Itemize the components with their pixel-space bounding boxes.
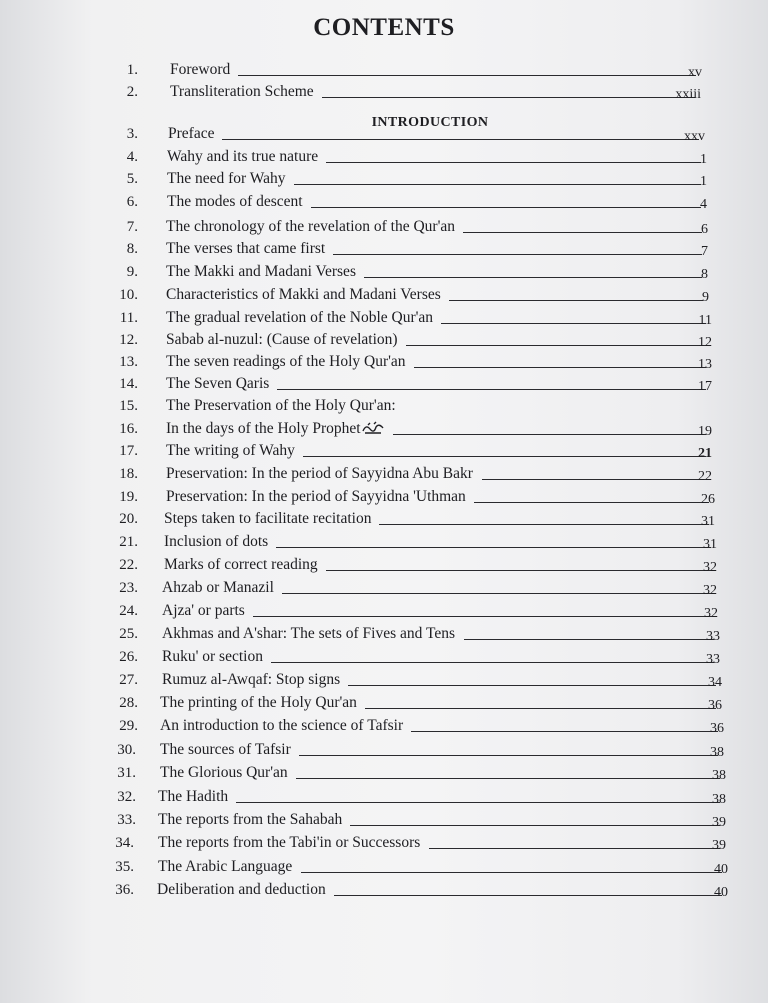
toc-entry [0,717,768,739]
entry-title: The writing of Wahy [166,442,295,459]
toc-entry [0,263,768,285]
entry-number: 34. [115,835,134,851]
entry-number: 33. [117,812,136,828]
entry-number: 6. [126,194,138,210]
entry-number: 19. [119,489,138,505]
entry-number: 10. [119,287,138,303]
entry-number: 31. [117,765,136,781]
leader-line [365,708,716,709]
toc-entry [0,510,768,532]
leader-line [276,547,711,548]
entry-number: 1. [126,62,138,78]
entry-title: Deliberation and deduction [157,881,326,898]
page-number: 8 [701,267,708,282]
leader-line [222,139,699,140]
page-number: 7 [701,244,708,259]
leader-line [350,825,720,826]
toc-entry [0,741,768,763]
page-number: 17 [698,379,712,394]
page-number: 12 [698,335,712,350]
toc-entry [0,533,768,555]
page-number: 40 [714,862,728,877]
page-number: xv [688,65,702,80]
page-number: 19 [698,424,712,439]
entry-number: 32. [117,789,136,805]
toc-entry [0,218,768,240]
toc-entry [0,240,768,262]
page-number: 32 [703,560,717,575]
entry-number: 36. [115,882,134,898]
entry-number: 2. [126,84,138,100]
leader-line [271,662,714,663]
toc-entry [0,579,768,601]
leader-line [348,685,716,686]
entry-title: The Seven Qaris [166,375,270,392]
entry-title: Ajza' or parts [162,602,245,619]
entry-number: 28. [119,695,138,711]
leader-line [474,502,709,503]
toc-entry [0,671,768,693]
toc-entry [0,125,768,147]
entry-number: 26. [119,649,138,665]
entry-title: The seven readings of the Holy Qur'an [166,353,406,370]
page-number: 31 [703,537,717,552]
page-number: 33 [706,652,720,667]
leader-line [296,778,720,779]
toc-entry [0,83,768,105]
entry-title: The Hadith [158,788,229,805]
leader-line [429,848,720,849]
page-number: 40 [714,885,728,900]
leader-line [322,97,695,98]
toc-entry [0,602,768,624]
entry-title: Preface [168,125,215,142]
entry-title: The Preservation of the Holy Qur'an: [166,397,396,414]
leader-line [411,731,718,732]
entry-number: 21. [119,534,138,550]
entry-number: 30. [117,742,136,758]
leader-line [449,300,703,301]
page-number: 22 [698,469,712,484]
leader-line [294,184,701,185]
toc-entry [0,309,768,331]
entry-title: Inclusion of dots [164,533,269,550]
page-number: 31 [701,514,715,529]
leader-line [414,367,706,368]
entry-title: Characteristics of Makki and Madani Verses [166,286,441,303]
leader-line [299,755,718,756]
entry-title: Marks of correct reading [164,556,318,573]
page-number: xxv [684,129,705,144]
leader-line [238,75,696,76]
entry-title: In the days of the Holy Prophet [166,420,388,438]
toc-entry [0,148,768,170]
page-number: 9 [702,290,709,305]
page-number: 34 [708,675,722,690]
toc-entry [0,286,768,308]
page-number: 39 [712,815,726,830]
toc-entry [0,694,768,716]
page-number: 36 [708,698,722,713]
entry-number: 7. [126,219,138,235]
entry-title: Preservation: In the period of Sayyidna 'Uthman [166,488,466,505]
entry-title: The need for Wahy [167,170,286,187]
entry-number: 24. [119,603,138,619]
entry-number: 35. [115,859,134,875]
toc-entry [0,788,768,810]
entry-title: The Arabic Language [158,858,293,875]
entry-number: 16. [119,421,138,437]
entry-number: 13. [119,354,138,370]
entry-number: 22. [119,557,138,573]
leader-line [326,570,711,571]
entry-title: Ruku' or section [162,648,263,665]
entry-title: An introduction to the science of Tafsir [160,717,404,734]
toc-entry [0,648,768,670]
page-number: 33 [706,629,720,644]
page-number: 1 [700,174,707,189]
toc-entry [0,442,768,464]
entry-title: The chronology of the revelation of the Qur'an [166,218,456,235]
toc-entry [0,625,768,647]
entry-number: 14. [119,376,138,392]
entry-title: Ahzab or Manazil [162,579,274,596]
entry-title: Akhmas and A'shar: The sets of Fives and Tens [162,625,456,642]
entry-number: 17. [119,443,138,459]
leader-line [303,456,706,457]
toc-entry [0,61,768,83]
leader-line [441,323,706,324]
page-number: 39 [712,838,726,853]
entry-title: The reports from the Tabi'in or Successors [158,834,421,851]
entry-number: 8. [126,241,138,257]
page-number: 32 [703,583,717,598]
entry-number: 12. [119,332,138,348]
leader-line [406,345,706,346]
section-heading-introduction: INTRODUCTION [371,115,489,130]
leader-line [463,232,702,233]
entry-number: 25. [119,626,138,642]
toc-entry [0,556,768,578]
page-number: xxiii [675,87,701,102]
page-number: 4 [700,197,707,212]
toc-entry [0,465,768,487]
page-number: 6 [701,222,708,237]
entry-title: Wahy and its true nature [167,148,319,165]
entry-title: The Makki and Madani Verses [166,263,356,280]
leader-line [282,593,711,594]
page-number: 36 [710,721,724,736]
entry-number: 9. [126,264,138,280]
toc-entry [0,375,768,397]
entry-number: 11. [119,310,138,326]
entry-title: Rumuz al-Awqaf: Stop signs [162,671,341,688]
entry-title: The printing of the Holy Qur'an [160,694,357,711]
toc-entry [0,397,768,419]
page-number: 38 [712,792,726,807]
leader-line [326,162,701,163]
page-title: CONTENTS [313,14,455,41]
entry-title: The reports from the Sahabah [158,811,343,828]
leader-line [364,277,702,278]
toc-entry [0,331,768,353]
toc-entry [0,488,768,510]
toc-entry [0,858,768,880]
leader-line [253,616,712,617]
entry-title: The Glorious Qur'an [160,764,288,781]
leader-line [301,872,722,873]
entry-title: Foreword [170,61,231,78]
leader-line [393,434,706,435]
toc-entry [0,193,768,215]
toc-entry [0,420,768,442]
entry-number: 23. [119,580,138,596]
entry-number: 18. [119,466,138,482]
toc-entry [0,811,768,833]
entry-number: 5. [126,171,138,187]
page-number: 11 [698,313,712,328]
entry-number: 29. [119,718,138,734]
entry-title: Transliteration Scheme [170,83,314,100]
entry-number: 15. [119,398,138,414]
page-number: 32 [704,606,718,621]
entry-number: 3. [126,126,138,142]
entry-number: 27. [119,672,138,688]
leader-line [333,254,702,255]
entry-number: 4. [126,149,138,165]
toc-entry [0,170,768,192]
entry-title: Sabab al-nuzul: (Cause of revelation) [166,331,398,348]
entry-title: The modes of descent [167,193,303,210]
page-number: 38 [712,768,726,783]
page-number: 38 [710,745,724,760]
page-number: 21 [698,446,712,461]
entry-number: 20. [119,511,138,527]
leader-line [334,895,722,896]
toc-entry [0,834,768,856]
entry-title: The gradual revelation of the Noble Qur'an [166,309,434,326]
salutation-mark [361,420,384,437]
entry-title: Steps taken to facilitate recitation [164,510,372,527]
entry-title: The verses that came first [166,240,326,257]
toc-entry [0,881,768,903]
toc-entry [0,353,768,375]
salutation-symbol-icon [362,421,384,435]
entry-title: The sources of Tafsir [160,741,291,758]
entry-title: Preservation: In the period of Sayyidna Abu Bakr [166,465,473,482]
page-number: 26 [701,492,715,507]
leader-line [311,207,701,208]
leader-line [464,639,714,640]
leader-line [277,389,706,390]
toc-entry [0,764,768,786]
page-number: 1 [700,152,707,167]
leader-line [379,524,709,525]
page-number: 13 [698,357,712,372]
leader-line [236,802,720,803]
